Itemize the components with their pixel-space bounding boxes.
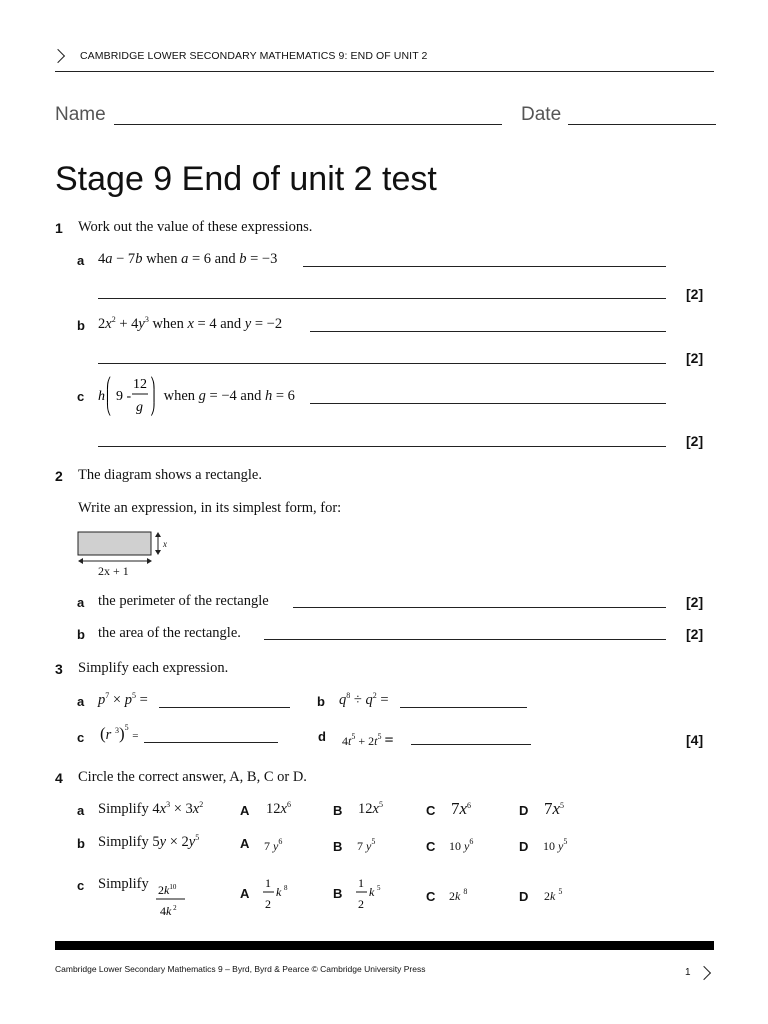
svg-text:h: h — [98, 389, 105, 404]
svg-text:5: 5 — [377, 884, 381, 892]
question-1-number: 1 — [55, 220, 63, 236]
q4b-option-b[interactable]: 7 $y^5$ — [357, 837, 376, 853]
q4c-option-c[interactable]: 2k $^8$ — [449, 887, 468, 903]
q3b-label: b — [317, 694, 325, 709]
q4a-option-d[interactable]: $7x^5$ — [544, 799, 565, 818]
svg-text:2: 2 — [265, 897, 271, 911]
running-header: CAMBRIDGE LOWER SECONDARY MATHEMATICS 9: END OF UNIT 2 — [80, 50, 428, 62]
question-4-number: 4 — [55, 770, 63, 786]
q4b-option-b-label: B — [333, 839, 343, 854]
q2a-text: the perimeter of the rectangle — [98, 593, 269, 609]
q4a-option-b-label: B — [333, 803, 343, 818]
q3b-answer-line[interactable] — [400, 707, 527, 708]
svg-text:g: g — [136, 400, 143, 415]
q1c-marks: [2] — [686, 433, 704, 449]
svg-text:1: 1 — [265, 876, 271, 890]
q1c-expression: h ⎛ ⎜ ⎝ 9 - 12 g ⎞ ⎟ ⎠ when g = −4 and h = 6 — [98, 377, 295, 416]
q4b-option-c-label: C — [426, 839, 436, 854]
q3c-label: c — [77, 730, 85, 745]
q3c-answer-line[interactable] — [144, 742, 278, 743]
q4c-option-c-label: C — [426, 889, 436, 904]
q4b-option-a[interactable]: 7 $y^6$ — [264, 837, 283, 853]
svg-text:⎠: ⎠ — [150, 404, 156, 416]
svg-text:8: 8 — [284, 884, 288, 892]
q4b-option-d[interactable]: 10 $y^5$ — [543, 837, 568, 853]
q3d-answer-line[interactable] — [411, 744, 531, 745]
q3a-label: a — [77, 694, 85, 709]
q4a-option-a-label: A — [240, 803, 250, 818]
q1a-label: a — [77, 253, 85, 268]
svg-text:9 -: 9 - — [116, 389, 132, 404]
rectangle-height-label: x — [163, 539, 167, 549]
header-rule — [55, 71, 714, 72]
q1b-expression: $2x^2 + 4y^3$ when x = 4 and y = −2 — [98, 315, 283, 332]
date-field[interactable] — [568, 124, 716, 125]
svg-text:⎝: ⎝ — [106, 404, 112, 416]
svg-text:2: 2 — [358, 897, 364, 911]
q2a-label: a — [77, 595, 85, 610]
q1a-marks: [2] — [686, 286, 704, 302]
q4b-option-a-label: A — [240, 836, 250, 851]
q3d-expression: $4t^5 + 2t^5$ = — [342, 732, 394, 749]
svg-text:2k10: $2k^{10}$ — [158, 883, 177, 897]
rectangle-width-label: 2x + 1 — [98, 564, 129, 578]
q1c-answer-line-2[interactable] — [98, 446, 666, 447]
q4a-option-c[interactable]: $7x^6$ — [451, 799, 472, 818]
question-2-number: 2 — [55, 468, 63, 484]
q4a-label: a — [77, 803, 85, 818]
date-label: Date — [521, 104, 562, 125]
page-title: Stage 9 End of unit 2 test — [55, 160, 437, 198]
q2b-marks: [2] — [686, 626, 704, 642]
q3b-expression: $q^8 \div q^2$ = — [339, 691, 389, 708]
q4c-option-d-label: D — [519, 889, 529, 904]
q4c-question-word: Simplify — [98, 876, 149, 892]
question-2-text: The diagram shows a rectangle. — [78, 467, 262, 483]
name-field[interactable] — [114, 124, 502, 125]
q4a-question: Simplify $4x^3 \times 3x^2$ — [98, 800, 204, 817]
q4a-option-c-label: C — [426, 803, 436, 818]
q2a-answer-line[interactable] — [293, 607, 666, 608]
q3d-label: d — [318, 729, 326, 744]
q1c-answer-line-1[interactable] — [310, 403, 666, 404]
q4c-option-a[interactable] — [262, 874, 302, 914]
q1a-answer-line-2[interactable] — [98, 298, 666, 299]
rectangle-diagram — [76, 530, 186, 578]
q4b-question: Simplify $5y \times 2y^5$ — [98, 833, 200, 850]
svg-text:k: k — [369, 885, 375, 899]
q2b-answer-line[interactable] — [264, 639, 666, 640]
q4b-option-c[interactable]: 10 $y^6$ — [449, 837, 474, 853]
svg-text:⎜: ⎜ — [106, 391, 112, 403]
q1a-expression: 4a − 7b when a = 6 and b = −3 — [98, 251, 278, 267]
svg-text:⎞: ⎞ — [150, 378, 156, 390]
q2a-marks: [2] — [686, 594, 704, 610]
q4a-option-d-label: D — [519, 803, 529, 818]
question-4-text: Circle the correct answer, A, B, C or D. — [78, 769, 307, 785]
question-1-text: Work out the value of these expressions. — [78, 219, 313, 235]
svg-text:12: 12 — [133, 377, 147, 392]
name-label: Name — [55, 104, 106, 125]
q1b-marks: [2] — [686, 350, 704, 366]
q4c-fraction — [154, 881, 190, 921]
q4c-option-d[interactable]: 2k $^5$ — [544, 887, 563, 903]
next-page-chevron-icon[interactable] — [697, 966, 711, 980]
q1a-answer-line-1[interactable] — [303, 266, 666, 267]
q1c-label: c — [77, 389, 85, 404]
q3a-answer-line[interactable] — [159, 707, 290, 708]
page-number: 1 — [685, 967, 691, 978]
svg-text:4k 2: 4k $^2$ — [160, 904, 177, 918]
q2b-label: b — [77, 627, 85, 642]
q1b-label: b — [77, 318, 85, 333]
chevron-right-icon — [51, 49, 65, 63]
q4c-option-b-label: B — [333, 886, 343, 901]
q1b-answer-line-1[interactable] — [310, 331, 666, 332]
svg-text:⎟: ⎟ — [150, 391, 156, 403]
svg-text:k: k — [276, 885, 282, 899]
q4b-option-d-label: D — [519, 839, 529, 854]
footer-credit: Cambridge Lower Secondary Mathematics 9 – Byrd, Byrd & Pearce © Cambridge University Press — [55, 964, 426, 974]
question-3-number: 3 — [55, 661, 63, 677]
q4c-label: c — [77, 878, 85, 893]
svg-text:1: 1 — [358, 876, 364, 890]
q4c-option-a-label: A — [240, 886, 250, 901]
q1b-answer-line-2[interactable] — [98, 363, 666, 364]
footer-bar — [55, 941, 714, 950]
q4a-option-b[interactable]: $12x^5$ — [358, 800, 383, 817]
q3a-expression: $p^7 \times p^5$ = — [98, 691, 148, 708]
q4c-option-b[interactable] — [355, 874, 395, 914]
q4b-label: b — [77, 836, 85, 851]
question-2-instruction: Write an expression, in its simplest form, for: — [78, 500, 342, 516]
q4a-option-a[interactable]: $12x^6$ — [266, 800, 291, 817]
q3c-expression: (r $^3$)$^5$ = — [100, 723, 139, 743]
question-3-text: Simplify each expression. — [78, 660, 229, 676]
q2b-text: the area of the rectangle. — [98, 625, 241, 641]
q3-marks: [4] — [686, 732, 704, 748]
svg-text:⎛: ⎛ — [106, 378, 112, 390]
